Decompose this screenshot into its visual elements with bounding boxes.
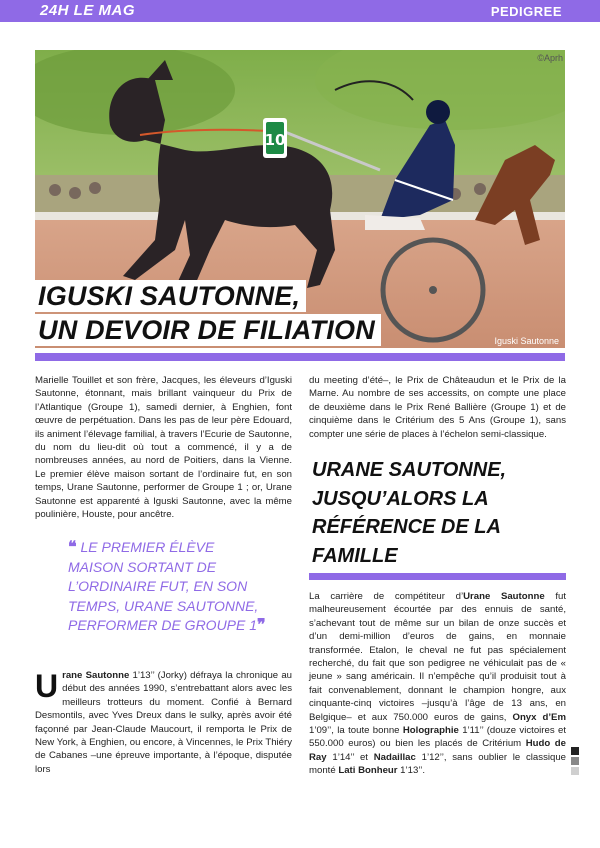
- right-column-top: [309, 374, 566, 441]
- close-quote-icon: ❞: [257, 617, 266, 634]
- magazine-name: 24H LE MAG: [40, 2, 136, 19]
- page-marker-square: [571, 757, 579, 765]
- right-column-bottom: [309, 590, 566, 778]
- header-bar: [0, 0, 600, 22]
- pull-quote: [68, 538, 273, 636]
- page-marker-square: [571, 767, 579, 775]
- open-quote-icon: ❝: [68, 539, 77, 556]
- title-line-2: UN DEVOIR DE FILIATION: [35, 314, 381, 346]
- paragraph-text: 1’13’’ (Jorky) défraya la chronique au début des années 1990, s’entrebattant alors avec les meilleurs trotteurs du moment. Confié à Bernard Desmontils, avec Yves Dreux dans le sulky, après avoir été façonné par Jean-Claude Maucourt, il remporta le Prix de New York, à Enghien, ou encore, à Vincennes, le Prix Thiéry de Cabanes –une épreuve importante, à l’époque, disputée lors: [35, 670, 293, 775]
- title-line-1: IGUSKI SAUTONNE,: [35, 280, 306, 312]
- career-paragraph: La carrière de compétiteur d’Urane Sautonne fut malheureusement écourtée par des ennuis de santé, s’achevant tout de même sur un bilan de onze succès et d’un demi-million d’euros de gains, en monnaie transformée. Etalon, le cheval ne fut pas spécialement recherché, du fait que son pedigree ne véhiculait pas de « jeune » sang américain. Il n’empêche qu’il produisit tout à fait convenablement, donnant le champion hongre, aux cinquante-cinq victoires –jusqu’à l’âge de 13 ans, en Belgique– et aux 750.000 euros de gains, Onyx d’Em 1’09’’, la toute bonne Holographie 1’11’’ (douze victoires et 550.000 euros) ou bien les placés de Critérium Hudo de Ray 1’14’’ et Nadaillac 1’12’’, sans oublier le classique monté Lati Bonheur 1’13’’.: [309, 591, 566, 777]
- photo-credit: ©Aprh: [537, 53, 563, 63]
- drop-cap: U: [35, 668, 59, 704]
- horse-name: rane Sautonne: [62, 670, 130, 681]
- intro-column: [35, 374, 292, 521]
- continuation-paragraph: du meeting d’été–, le Prix de Châteaudun et le Prix de la Marne. Au nombre de ses accessits, on compte une place de deuxième dans le Prix René Ballière (Groupe 1) et de cinquième dans le Critérium des 5 Ans (Groupe 1), sans compter une série de places à l’échelon semi-classique.: [309, 375, 566, 440]
- page-marker-square: [571, 747, 579, 755]
- intro-paragraph: Marielle Touillet et son frère, Jacques, les éleveurs d’Iguski Sautonne, étonnant, mais brillant vainqueur du Prix de l’Atlantique (Groupe 1), samedi dernier, à Enghien, font œuvre de perpétuation. Dans les pas de leur père Edouard, ils animent l’élevage familial, à travers l’Ecurie de Sautonne, du nom du lieu-dit où tout a commencé, il y a de nombreuses années, au nord de Poitiers, dans la Vienne. Le premier élève maison sortant de l’ordinaire fut, en son temps, Urane Sautonne, performer de Groupe 1 ; or, Urane Sautonne est apparenté à Iguski Sautonne, avec la même poulinière, Houste, pour ancêtre.: [35, 375, 292, 521]
- second-paragraph: [35, 669, 292, 776]
- title-divider: [35, 353, 565, 361]
- pull-quote-text: LE PREMIER ÉLÈVE MAISON SORTANT DE L’ORDINAIRE FUT, EN SON TEMPS, URANE SAUTONNE, PERFORMER DE GROUPE 1: [68, 539, 259, 633]
- subheading: URANE SAUTONNE, JUSQU’ALORS LA RÉFÉRENCE DE LA FAMILLE: [312, 459, 507, 567]
- subheading-divider: [309, 573, 566, 580]
- section-label: PEDIGREE: [490, 4, 562, 19]
- saddle-number: 10: [264, 131, 286, 149]
- photo-caption: Iguski Sautonne: [494, 336, 559, 346]
